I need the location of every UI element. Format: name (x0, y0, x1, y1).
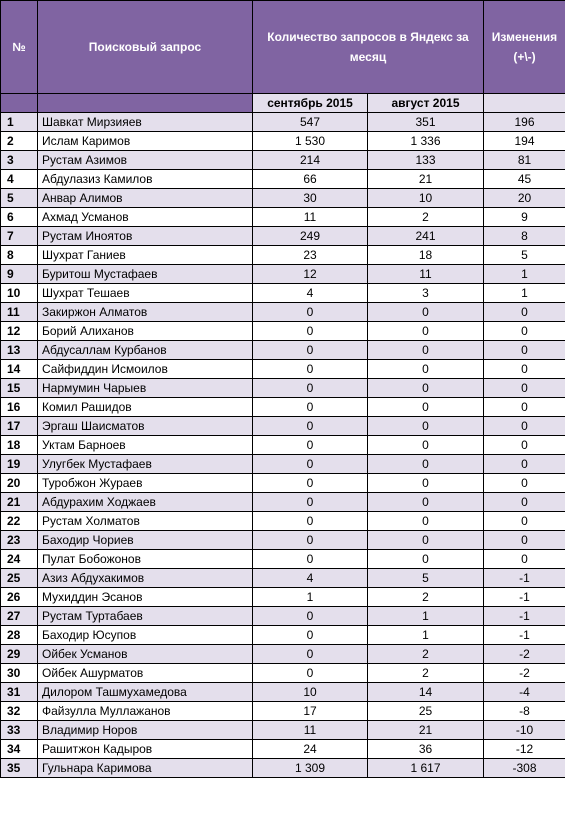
row-number: 3 (1, 151, 38, 170)
row-change: 0 (484, 379, 565, 398)
row-august-count: 2 (368, 645, 484, 664)
row-number: 11 (1, 303, 38, 322)
table-row (1, 227, 565, 246)
row-number: 17 (1, 417, 38, 436)
row-august-count: 0 (368, 436, 484, 455)
row-change: -8 (484, 702, 565, 721)
row-change: 8 (484, 227, 565, 246)
row-number: 23 (1, 531, 38, 550)
row-query: Сайфиддин Исмоилов (38, 360, 253, 379)
row-change: -308 (484, 759, 565, 778)
row-august-count: 0 (368, 303, 484, 322)
row-number: 7 (1, 227, 38, 246)
row-query: Абдулазиз Камилов (38, 170, 253, 189)
row-august-count: 0 (368, 550, 484, 569)
subheader-september: сентябрь 2015 (253, 94, 368, 113)
table-row (1, 360, 565, 379)
header-number: № (1, 1, 38, 94)
row-query: Буритош Мустафаев (38, 265, 253, 284)
row-august-count: 0 (368, 360, 484, 379)
row-change: 5 (484, 246, 565, 265)
row-september-count: 0 (253, 360, 368, 379)
row-september-count: 0 (253, 493, 368, 512)
row-change: 9 (484, 208, 565, 227)
table-row (1, 208, 565, 227)
table-row (1, 398, 565, 417)
row-change: 0 (484, 322, 565, 341)
row-change: 0 (484, 303, 565, 322)
row-query: Рашитжон Кадыров (38, 740, 253, 759)
row-number: 25 (1, 569, 38, 588)
row-september-count: 0 (253, 417, 368, 436)
row-september-count: 1 530 (253, 132, 368, 151)
row-august-count: 0 (368, 417, 484, 436)
row-query: Владимир Норов (38, 721, 253, 740)
row-change: 20 (484, 189, 565, 208)
row-query: Ойбек Ашурматов (38, 664, 253, 683)
row-august-count: 1 336 (368, 132, 484, 151)
row-query: Баходир Чориев (38, 531, 253, 550)
row-number: 35 (1, 759, 38, 778)
row-change: 0 (484, 398, 565, 417)
table-row (1, 607, 565, 626)
row-query: Борий Алиханов (38, 322, 253, 341)
table-row (1, 322, 565, 341)
row-august-count: 21 (368, 721, 484, 740)
table-row (1, 664, 565, 683)
row-change: 194 (484, 132, 565, 151)
row-number: 29 (1, 645, 38, 664)
table-row (1, 379, 565, 398)
row-august-count: 0 (368, 455, 484, 474)
row-august-count: 1 617 (368, 759, 484, 778)
row-september-count: 0 (253, 550, 368, 569)
row-number: 20 (1, 474, 38, 493)
row-change: -10 (484, 721, 565, 740)
row-september-count: 0 (253, 303, 368, 322)
row-query: Рустам Холматов (38, 512, 253, 531)
row-query: Ахмад Усманов (38, 208, 253, 227)
row-number: 22 (1, 512, 38, 531)
header-search-query: Поисковый запрос (38, 1, 253, 94)
table-row (1, 721, 565, 740)
row-september-count: 11 (253, 208, 368, 227)
row-number: 30 (1, 664, 38, 683)
row-august-count: 0 (368, 322, 484, 341)
table-row (1, 189, 565, 208)
table-row (1, 284, 565, 303)
row-number: 6 (1, 208, 38, 227)
row-query: Шухрат Тешаев (38, 284, 253, 303)
row-september-count: 0 (253, 341, 368, 360)
row-change: 196 (484, 113, 565, 132)
row-august-count: 241 (368, 227, 484, 246)
row-query: Азиз Абдухакимов (38, 569, 253, 588)
row-august-count: 1 (368, 626, 484, 645)
row-number: 16 (1, 398, 38, 417)
row-change: -12 (484, 740, 565, 759)
row-september-count: 23 (253, 246, 368, 265)
row-august-count: 21 (368, 170, 484, 189)
row-change: -2 (484, 664, 565, 683)
row-september-count: 0 (253, 455, 368, 474)
row-september-count: 0 (253, 664, 368, 683)
row-change: -4 (484, 683, 565, 702)
subheader-empty-query (38, 94, 253, 113)
row-august-count: 0 (368, 379, 484, 398)
subheader-row (1, 94, 565, 113)
row-september-count: 249 (253, 227, 368, 246)
row-september-count: 30 (253, 189, 368, 208)
row-number: 13 (1, 341, 38, 360)
row-number: 32 (1, 702, 38, 721)
row-number: 28 (1, 626, 38, 645)
row-september-count: 4 (253, 284, 368, 303)
row-number: 5 (1, 189, 38, 208)
row-change: 0 (484, 436, 565, 455)
row-september-count: 17 (253, 702, 368, 721)
subheader-empty-change (484, 94, 565, 113)
row-august-count: 2 (368, 208, 484, 227)
row-change: 0 (484, 474, 565, 493)
row-august-count: 5 (368, 569, 484, 588)
row-query: Шухрат Ганиев (38, 246, 253, 265)
row-change: -2 (484, 645, 565, 664)
row-number: 18 (1, 436, 38, 455)
row-september-count: 0 (253, 474, 368, 493)
table-row (1, 759, 565, 778)
table-row (1, 170, 565, 189)
row-number: 4 (1, 170, 38, 189)
row-change: 1 (484, 265, 565, 284)
row-number: 24 (1, 550, 38, 569)
row-number: 12 (1, 322, 38, 341)
row-change: 81 (484, 151, 565, 170)
row-august-count: 18 (368, 246, 484, 265)
row-query: Абдусаллам Курбанов (38, 341, 253, 360)
row-august-count: 0 (368, 474, 484, 493)
row-september-count: 547 (253, 113, 368, 132)
row-september-count: 12 (253, 265, 368, 284)
row-change: -1 (484, 607, 565, 626)
table-body (1, 113, 565, 778)
row-query: Улугбек Мустафаев (38, 455, 253, 474)
row-number: 33 (1, 721, 38, 740)
subheader-august: август 2015 (368, 94, 484, 113)
row-august-count: 2 (368, 588, 484, 607)
table-row (1, 474, 565, 493)
table-row (1, 740, 565, 759)
row-august-count: 0 (368, 512, 484, 531)
subheader-empty-num (1, 94, 38, 113)
table-row (1, 455, 565, 474)
row-query: Туробжон Жураев (38, 474, 253, 493)
header-change: Изменения (+\-) (484, 1, 565, 94)
row-september-count: 0 (253, 436, 368, 455)
row-august-count: 351 (368, 113, 484, 132)
row-august-count: 10 (368, 189, 484, 208)
table-row (1, 132, 565, 151)
table-row (1, 303, 565, 322)
row-number: 9 (1, 265, 38, 284)
row-query: Нармумин Чарыев (38, 379, 253, 398)
row-september-count: 0 (253, 531, 368, 550)
table-row (1, 645, 565, 664)
row-number: 2 (1, 132, 38, 151)
table-row (1, 512, 565, 531)
row-query: Дилором Ташмухамедова (38, 683, 253, 702)
row-number: 31 (1, 683, 38, 702)
row-query: Рустам Иноятов (38, 227, 253, 246)
row-september-count: 66 (253, 170, 368, 189)
row-august-count: 14 (368, 683, 484, 702)
row-number: 14 (1, 360, 38, 379)
row-september-count: 4 (253, 569, 368, 588)
row-change: 45 (484, 170, 565, 189)
row-change: 1 (484, 284, 565, 303)
table-row (1, 341, 565, 360)
row-query: Рустам Туртабаев (38, 607, 253, 626)
row-august-count: 25 (368, 702, 484, 721)
row-change: 0 (484, 417, 565, 436)
row-number: 10 (1, 284, 38, 303)
header-row (1, 1, 565, 94)
table-row (1, 550, 565, 569)
row-september-count: 0 (253, 645, 368, 664)
row-query: Мухиддин Эсанов (38, 588, 253, 607)
row-september-count: 1 309 (253, 759, 368, 778)
row-query: Гульнара Каримова (38, 759, 253, 778)
table-row (1, 702, 565, 721)
row-september-count: 0 (253, 626, 368, 645)
row-query: Ойбек Усманов (38, 645, 253, 664)
row-query: Файзулла Муллажанов (38, 702, 253, 721)
row-august-count: 1 (368, 607, 484, 626)
row-query: Анвар Алимов (38, 189, 253, 208)
row-number: 27 (1, 607, 38, 626)
row-august-count: 3 (368, 284, 484, 303)
table-row (1, 417, 565, 436)
row-number: 15 (1, 379, 38, 398)
table-row (1, 265, 565, 284)
row-september-count: 0 (253, 379, 368, 398)
row-september-count: 0 (253, 322, 368, 341)
row-query: Комил Рашидов (38, 398, 253, 417)
row-september-count: 11 (253, 721, 368, 740)
table-row (1, 683, 565, 702)
row-number: 8 (1, 246, 38, 265)
row-change: 0 (484, 531, 565, 550)
row-number: 26 (1, 588, 38, 607)
row-change: 0 (484, 512, 565, 531)
table-row (1, 151, 565, 170)
row-query: Абдурахим Ходжаев (38, 493, 253, 512)
row-change: -1 (484, 569, 565, 588)
row-change: 0 (484, 493, 565, 512)
row-number: 34 (1, 740, 38, 759)
row-number: 1 (1, 113, 38, 132)
table-row (1, 113, 565, 132)
row-september-count: 0 (253, 607, 368, 626)
row-number: 19 (1, 455, 38, 474)
row-september-count: 1 (253, 588, 368, 607)
row-query: Ислам Каримов (38, 132, 253, 151)
table-row (1, 531, 565, 550)
row-change: 0 (484, 455, 565, 474)
table-row (1, 626, 565, 645)
table-row (1, 246, 565, 265)
row-query: Пулат Бобожонов (38, 550, 253, 569)
row-september-count: 214 (253, 151, 368, 170)
row-change: 0 (484, 360, 565, 379)
row-september-count: 0 (253, 398, 368, 417)
row-august-count: 11 (368, 265, 484, 284)
row-august-count: 133 (368, 151, 484, 170)
row-august-count: 0 (368, 341, 484, 360)
row-query: Баходир Юсупов (38, 626, 253, 645)
header-query-count: Количество запросов в Яндекс за месяц (253, 1, 484, 94)
row-query: Закиржон Алматов (38, 303, 253, 322)
row-september-count: 10 (253, 683, 368, 702)
row-change: 0 (484, 341, 565, 360)
row-august-count: 2 (368, 664, 484, 683)
row-august-count: 36 (368, 740, 484, 759)
row-august-count: 0 (368, 531, 484, 550)
row-change: -1 (484, 626, 565, 645)
row-august-count: 0 (368, 398, 484, 417)
row-query: Шавкат Мирзияев (38, 113, 253, 132)
row-query: Рустам Азимов (38, 151, 253, 170)
table-row (1, 493, 565, 512)
row-number: 21 (1, 493, 38, 512)
table-row (1, 436, 565, 455)
row-september-count: 24 (253, 740, 368, 759)
row-query: Уктам Барноев (38, 436, 253, 455)
row-query: Эргаш Шаисматов (38, 417, 253, 436)
table-row (1, 588, 565, 607)
row-change: 0 (484, 550, 565, 569)
row-september-count: 0 (253, 512, 368, 531)
table-row (1, 569, 565, 588)
row-august-count: 0 (368, 493, 484, 512)
row-change: -1 (484, 588, 565, 607)
